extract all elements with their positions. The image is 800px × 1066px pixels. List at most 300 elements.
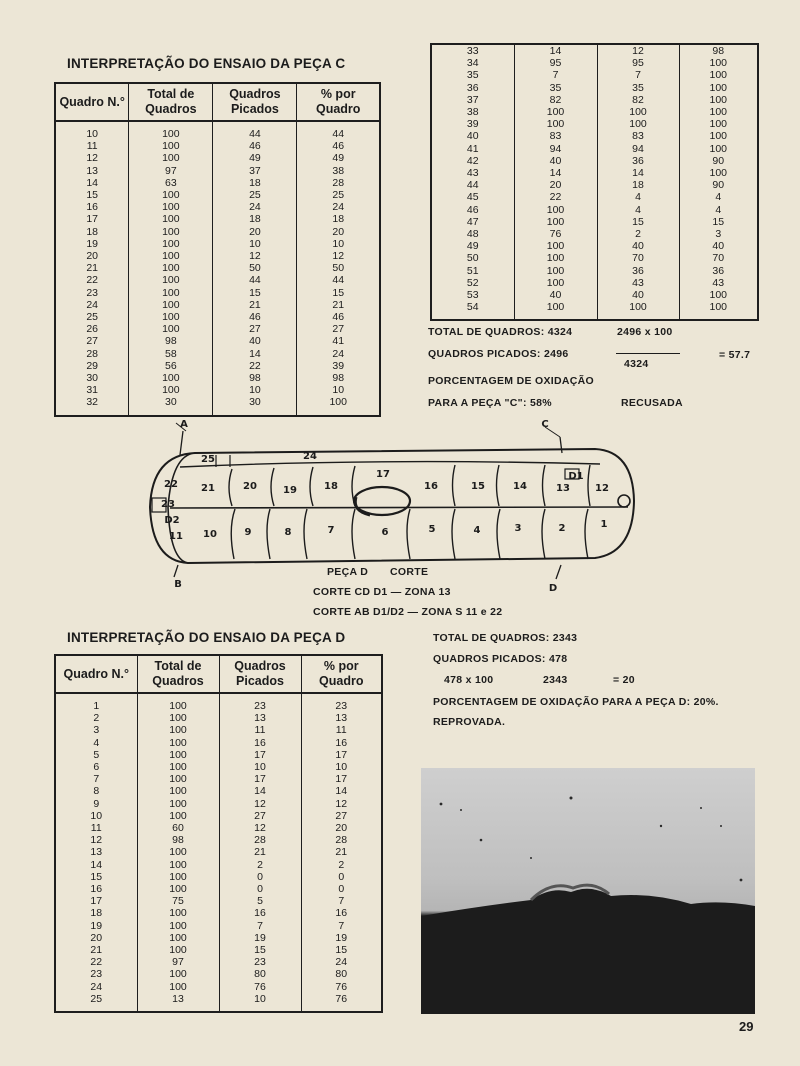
zone-label: 12: [595, 483, 609, 494]
table-row: [431, 240, 758, 252]
table-cell: 28: [55, 348, 129, 360]
table-cell: 100: [129, 384, 213, 396]
table-cell: 43: [431, 167, 514, 179]
table-cell: 23: [55, 968, 137, 980]
cut-letter: D: [548, 583, 558, 594]
cut-letter: C: [541, 419, 549, 430]
table-cell: 16: [219, 737, 301, 749]
table-cell: 21: [55, 262, 129, 274]
table-row: [431, 118, 758, 130]
table-cell: 48: [431, 228, 514, 240]
table-cell: 40: [712, 240, 725, 253]
zone-label: 8: [284, 527, 292, 538]
table-cell: 2: [55, 712, 137, 724]
zone-label: D2: [164, 515, 180, 526]
table-cell: 100: [137, 920, 219, 932]
table-cell: 35: [431, 69, 514, 81]
table-cell: 32: [55, 396, 129, 408]
table-cell: 30: [55, 372, 129, 384]
table-cell: 51: [431, 265, 514, 277]
table-cell: 38: [332, 164, 345, 177]
table-cell: 23: [335, 700, 348, 712]
zone-label: 15: [471, 481, 485, 492]
table-row: [55, 250, 380, 262]
table-cell: 14: [219, 785, 301, 797]
table-cell: 15: [712, 215, 725, 228]
table-cell: 3: [55, 724, 137, 736]
table-cell: 8: [55, 785, 137, 797]
table-cell: 100: [137, 712, 219, 724]
diagram-caption-corte: CORTE: [390, 566, 429, 578]
table-cell: 16: [335, 736, 348, 749]
zone-label: 21: [201, 483, 215, 494]
col-header-total: Total de Quadros: [129, 83, 213, 121]
table-row: [55, 871, 382, 883]
table-cell: 94: [514, 143, 597, 155]
table-cell: 20: [335, 822, 348, 835]
table-cell: 40: [597, 240, 679, 252]
table-cell: 25: [332, 189, 345, 202]
table-cell: 40: [514, 289, 597, 301]
table-row: [431, 301, 758, 313]
c-fraction-bar: [616, 353, 680, 354]
table-row: [55, 822, 382, 834]
d-fraction-numerator: 478 x 100: [444, 674, 494, 686]
table-row: [55, 993, 382, 1005]
table-cell: 17: [335, 748, 348, 761]
table-cell: 11: [219, 724, 301, 736]
table-row: [55, 944, 382, 956]
table-cell: 30: [213, 396, 297, 408]
table-cell: 18: [55, 226, 129, 238]
table-cell: 100: [709, 106, 728, 119]
table-cell: 2: [597, 228, 679, 240]
table-cell: 43: [597, 277, 679, 289]
table-cell: 4: [715, 191, 722, 204]
table-row: [55, 895, 382, 907]
table-cell: 100: [129, 311, 213, 323]
table-cell: 18: [597, 179, 679, 191]
table-cell: 18: [213, 177, 297, 189]
table-cell: 4: [715, 203, 722, 216]
table-cell: 10: [219, 993, 301, 1005]
diagram-caption-peca: PEÇA D: [327, 566, 369, 578]
table-cell: 13: [335, 712, 348, 725]
section-d-title: INTERPRETAÇÃO DO ENSAIO DA PEÇA D: [67, 630, 346, 645]
zone-label: D1: [568, 471, 584, 482]
table-cell: 100: [709, 289, 728, 302]
table-cell: 100: [137, 761, 219, 773]
zone-label: 25: [201, 454, 215, 465]
table-row: [431, 228, 758, 240]
zone-label: 19: [283, 485, 297, 496]
table-cell: 24: [335, 956, 348, 969]
table-cell: 12: [213, 250, 297, 262]
table-cell: 100: [597, 301, 679, 313]
table-row: [55, 152, 380, 164]
table-cell: 83: [597, 130, 679, 142]
table-cell: 100: [514, 277, 597, 289]
col-header-percent: % por Quadro: [301, 655, 382, 693]
table-cell: 24: [55, 981, 137, 993]
table-cell: 15: [597, 216, 679, 228]
table-cell: 16: [55, 201, 129, 213]
table-cell: 46: [431, 204, 514, 216]
table-cell: 100: [137, 785, 219, 797]
table-cell: 100: [137, 883, 219, 895]
table-cell: 47: [431, 216, 514, 228]
col-header-picados: Quadros Picados: [219, 655, 301, 693]
diagram-caption-cd: CORTE CD D1 — ZONA 13: [313, 586, 451, 598]
zone-label: 17: [376, 469, 390, 480]
table-cell: 11: [55, 822, 137, 834]
table-cell: 100: [709, 142, 728, 155]
table-cell: 63: [129, 177, 213, 189]
zone-label: 9: [244, 527, 252, 538]
table-cell: 49: [431, 240, 514, 252]
table-cell: 90: [712, 179, 725, 192]
zone-label: 18: [324, 481, 338, 492]
table-row: [55, 311, 380, 323]
table-cell: 24: [213, 201, 297, 213]
table-row: [431, 69, 758, 81]
table-cell: 46: [213, 140, 297, 152]
table-cell: 100: [597, 118, 679, 130]
table-cell: 16: [55, 883, 137, 895]
c-oxidation-line2: PARA A PEÇA "C": 58%: [428, 397, 552, 409]
table-row: [55, 128, 380, 140]
table-cell: 100: [514, 301, 597, 313]
zone-label: 11: [169, 531, 183, 542]
table-row: [55, 274, 380, 286]
table-cell: 50: [431, 252, 514, 264]
table-cell: 100: [129, 140, 213, 152]
table-cell: 100: [129, 372, 213, 384]
table-cell: 35: [514, 82, 597, 94]
table-cell: 7: [514, 69, 597, 81]
table-cell: 82: [514, 94, 597, 106]
table-cell: 7: [219, 920, 301, 932]
table-cell: 100: [129, 201, 213, 213]
table-cell: 100: [137, 846, 219, 858]
table-cell: 14: [55, 177, 129, 189]
table-cell: 22: [55, 274, 129, 286]
table-row: [55, 287, 380, 299]
table-cell: 100: [137, 700, 219, 712]
table-cell: 33: [431, 44, 514, 57]
table-cell: 20: [332, 225, 345, 238]
table-cell: 100: [709, 69, 728, 82]
table-cell: 60: [137, 822, 219, 834]
table-cell: 46: [332, 140, 345, 153]
table-cell: 40: [431, 130, 514, 142]
table-cell: 95: [597, 57, 679, 69]
c-oxidation-line1: PORCENTAGEM DE OXIDAÇÃO: [428, 375, 594, 387]
c-result: = 57.7: [719, 349, 751, 361]
d-result: = 20: [613, 674, 635, 686]
table-cell: 11: [335, 724, 347, 737]
table-cell: 98: [332, 372, 345, 385]
table-cell: 100: [597, 106, 679, 118]
table-cell: 70: [597, 252, 679, 264]
table-cell: 100: [514, 118, 597, 130]
table-cell: 38: [431, 106, 514, 118]
table-cell: 10: [332, 237, 345, 250]
table-cell: 100: [137, 773, 219, 785]
table-cell: 23: [219, 956, 301, 968]
table-cell: 82: [597, 94, 679, 106]
zone-label: 23: [161, 499, 175, 510]
table-cell: 37: [213, 165, 297, 177]
table-row: [55, 140, 380, 152]
table-row: [55, 846, 382, 858]
table-row: [55, 956, 382, 968]
table-cell: 100: [129, 323, 213, 335]
table-cell: 100: [709, 57, 728, 70]
table-cell: 95: [514, 57, 597, 69]
table-cell: 76: [514, 228, 597, 240]
table-cell: 40: [213, 335, 297, 347]
table-d: [54, 654, 383, 1013]
c-verdict: RECUSADA: [621, 397, 683, 409]
table-cell: 23: [55, 287, 129, 299]
table-row: [55, 932, 382, 944]
table-cell: 19: [55, 920, 137, 932]
table-cell: 100: [137, 798, 219, 810]
table-cell: 12: [219, 798, 301, 810]
table-cell: 14: [335, 785, 348, 798]
zone-label: 4: [473, 525, 481, 536]
table-cell: 7: [338, 919, 345, 932]
table-row: [55, 773, 382, 785]
table-cell: 39: [332, 359, 345, 372]
table-row: [55, 348, 380, 360]
table-cell: 18: [213, 213, 297, 225]
table-cell: 5: [55, 749, 137, 761]
table-cell: 20: [514, 179, 597, 191]
table-row: [431, 216, 758, 228]
table-cell: 100: [709, 301, 728, 314]
table-cell: 0: [338, 883, 345, 896]
table-cell: 5: [219, 895, 301, 907]
c-total-quadros: TOTAL DE QUADROS: 4324: [428, 326, 573, 338]
table-cell: 43: [712, 276, 725, 289]
col-header-percent: % por Quadro: [297, 83, 380, 121]
table-row: [55, 712, 382, 724]
table-cell: 17: [219, 773, 301, 785]
table-cell: 100: [514, 204, 597, 216]
table-row: [55, 981, 382, 993]
table-row: [431, 82, 758, 94]
table-row: [55, 798, 382, 810]
table-cell: 40: [514, 155, 597, 167]
table-c-right: [430, 43, 759, 321]
table-cell: 90: [712, 154, 725, 167]
col-header-quadro: Quadro N.°: [55, 655, 137, 693]
table-cell: 10: [213, 238, 297, 250]
table-row: [55, 323, 380, 335]
table-cell: 12: [332, 250, 345, 263]
table-cell: 30: [129, 396, 213, 408]
table-cell: 36: [597, 265, 679, 277]
table-cell: 80: [335, 968, 348, 981]
table-cell: 15: [55, 189, 129, 201]
table-cell: 16: [219, 907, 301, 919]
table-cell: 83: [514, 130, 597, 142]
table-row: [431, 167, 758, 179]
table-cell: 27: [335, 809, 348, 822]
table-cell: 100: [514, 240, 597, 252]
table-row: [55, 360, 380, 372]
table-cell: 50: [332, 262, 345, 275]
table-cell: 7: [55, 773, 137, 785]
table-cell: 100: [129, 299, 213, 311]
table-cell: 45: [431, 191, 514, 203]
table-cell: 15: [213, 287, 297, 299]
table-row: [55, 761, 382, 773]
section-c-title: INTERPRETAÇÃO DO ENSAIO DA PEÇA C: [67, 56, 346, 71]
table-cell: 100: [709, 118, 728, 131]
table-cell: 100: [129, 213, 213, 225]
zone-label: 13: [556, 483, 570, 494]
table-cell: 28: [332, 176, 345, 189]
table-cell: 58: [129, 348, 213, 360]
table-cell: 100: [129, 128, 213, 140]
table-row: [431, 191, 758, 203]
cut-letter: B: [174, 579, 182, 590]
zone-label: 24: [303, 451, 317, 462]
zone-label: 10: [203, 529, 217, 540]
table-row: [55, 724, 382, 736]
table-cell: 76: [335, 980, 348, 993]
table-row: [431, 130, 758, 142]
table-cell: 100: [137, 871, 219, 883]
table-cell: 100: [137, 810, 219, 822]
table-cell: 34: [431, 57, 514, 69]
table-cell: 52: [431, 277, 514, 289]
table-cell: 100: [514, 106, 597, 118]
table-cell: 14: [597, 167, 679, 179]
table-row: [431, 265, 758, 277]
table-cell: 0: [219, 883, 301, 895]
table-row: [431, 143, 758, 155]
table-cell: 100: [129, 226, 213, 238]
table-cell: 21: [213, 299, 297, 311]
table-cell: 17: [55, 895, 137, 907]
table-cell: 100: [329, 396, 347, 409]
table-cell: 100: [137, 968, 219, 980]
table-cell: 44: [332, 128, 345, 140]
table-cell: 24: [332, 201, 345, 214]
table-cell: 70: [712, 252, 725, 265]
table-cell: 98: [137, 834, 219, 846]
table-cell: 15: [332, 286, 345, 299]
table-cell: 14: [514, 44, 597, 57]
table-cell: 12: [335, 797, 348, 810]
table-cell: 100: [129, 250, 213, 262]
table-cell: 100: [709, 167, 728, 180]
table-cell: 100: [137, 932, 219, 944]
table-row: [55, 810, 382, 822]
table-row: [431, 277, 758, 289]
table-cell: 12: [55, 834, 137, 846]
d-fraction-denominator: 2343: [543, 674, 568, 686]
table-cell: 98: [213, 372, 297, 384]
table-cell: 50: [213, 262, 297, 274]
table-cell: 17: [219, 749, 301, 761]
table-cell: 17: [55, 213, 129, 225]
table-cell: 22: [514, 191, 597, 203]
table-cell: 98: [712, 45, 725, 57]
table-row: [431, 252, 758, 264]
table-cell: 36: [712, 264, 725, 277]
table-row: [55, 968, 382, 980]
table-cell: 4: [597, 191, 679, 203]
table-cell: 22: [213, 360, 297, 372]
table-row: [55, 189, 380, 201]
table-cell: 20: [213, 226, 297, 238]
table-cell: 10: [213, 384, 297, 396]
table-cell: 4: [55, 737, 137, 749]
table-cell: 7: [338, 895, 345, 908]
table-row: [55, 749, 382, 761]
table-row: [431, 94, 758, 106]
d-quadros-picados: QUADROS PICADOS: 478: [433, 653, 568, 665]
table-cell: 14: [55, 859, 137, 871]
table-row: [55, 335, 380, 347]
table-cell: 14: [514, 167, 597, 179]
table-row: [55, 226, 380, 238]
table-row: [55, 785, 382, 797]
c-fraction-denominator: 4324: [624, 358, 649, 370]
table-cell: 4: [597, 204, 679, 216]
table-cell: 97: [129, 165, 213, 177]
table-cell: 24: [55, 299, 129, 311]
table-cell: 36: [431, 82, 514, 94]
table-cell: 25: [55, 993, 137, 1005]
table-row: [55, 700, 382, 712]
table-cell: 76: [335, 992, 348, 1005]
zone-label: 20: [243, 481, 257, 492]
table-cell: 100: [129, 287, 213, 299]
zone-label: 1: [600, 519, 608, 530]
table-cell: 97: [137, 956, 219, 968]
table-row: [55, 201, 380, 213]
table-cell: 21: [219, 846, 301, 858]
table-cell: 37: [431, 94, 514, 106]
table-row: [431, 106, 758, 118]
table-cell: 100: [709, 93, 728, 106]
table-cell: 20: [55, 932, 137, 944]
table-cell: 100: [137, 981, 219, 993]
table-cell: 80: [219, 968, 301, 980]
table-cell: 46: [332, 311, 345, 324]
table-cell: 44: [213, 274, 297, 286]
table-cell: 27: [332, 323, 345, 336]
table-cell: 100: [709, 81, 728, 94]
table-cell: 100: [129, 189, 213, 201]
table-cell: 42: [431, 155, 514, 167]
table-cell: 28: [219, 834, 301, 846]
table-cell: 19: [335, 931, 348, 944]
table-row: [55, 213, 380, 225]
page-number: 29: [739, 1019, 754, 1034]
table-cell: 3: [715, 228, 722, 241]
table-cell: 100: [129, 152, 213, 164]
table-c-left: [54, 82, 381, 417]
table-cell: 100: [129, 262, 213, 274]
table-cell: 2: [338, 858, 345, 871]
